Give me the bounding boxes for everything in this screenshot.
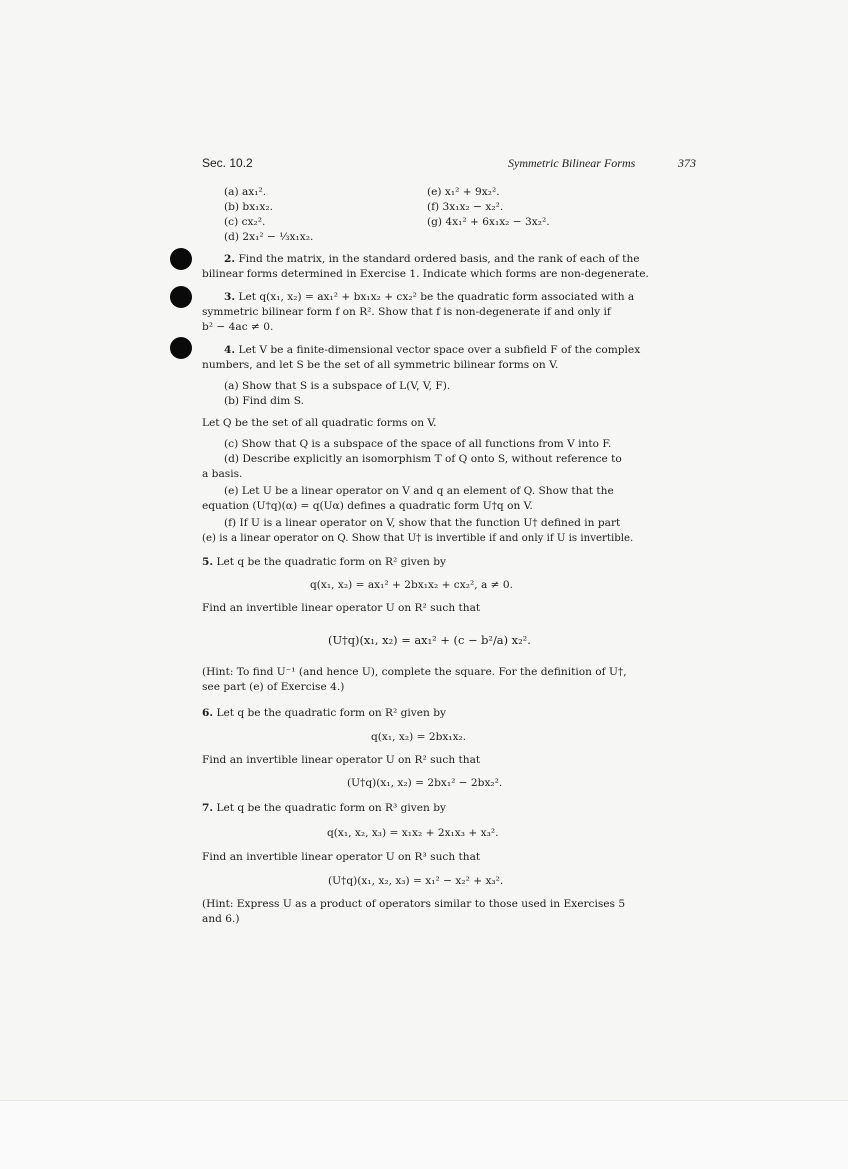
ex4-part-a: (a) Show that S is a subspace of L(V, V, F).: [224, 380, 451, 392]
ex7-text-1: Let q be the quadratic form on R³ given by: [216, 802, 446, 814]
ex2-line-1: [224, 252, 640, 267]
ex6-number: 6.: [202, 707, 214, 719]
ex7-line-1: [202, 801, 446, 816]
ex4-part-b: (b) Find dim S.: [224, 395, 304, 407]
ex2-line-2: bilinear forms determined in Exercise 1. Indicate which forms are non-degenerate.: [202, 268, 649, 280]
ex5-hint-2: see part (e) of Exercise 4.): [202, 681, 345, 693]
ex4-text-1: Let V be a finite-dimensional vector space over a subfield F of the complex: [238, 344, 641, 356]
ex6-line-1: [202, 706, 446, 721]
ex4-part-f-2: (e) is a linear operator on Q. Show that U† is invertible if and only if U is invertible.: [202, 533, 634, 544]
ex7-hint-1: (Hint: Express U as a product of operators similar to those used in Exercises 5: [202, 898, 626, 910]
ex1-part-a: (a) ax₁².: [224, 186, 267, 198]
ex4-q-definition: Let Q be the set of all quadratic forms on V.: [202, 417, 437, 429]
ex5-line-2: Find an invertible linear operator U on R² such that: [202, 602, 481, 614]
ex5-number: 5.: [202, 556, 214, 568]
ex4-number: 4.: [224, 344, 236, 356]
ex1-part-d: (d) 2x₁² − ⅓x₁x₂.: [224, 231, 314, 243]
ex3-number: 3.: [224, 291, 236, 303]
ex4-part-f-1: (f) If U is a linear operator on V, show that the function U† defined in part: [224, 517, 621, 529]
ex4-part-d-1: (d) Describe explicitly an isomorphism T of Q onto S, without reference to: [224, 453, 622, 465]
ex7-line-2: Find an invertible linear operator U on R³ such that: [202, 851, 481, 863]
ex7-equation-1: q(x₁, x₂, x₃) = x₁x₂ + 2x₁x₃ + x₃².: [327, 827, 499, 839]
punch-hole-3: [170, 337, 192, 359]
punch-hole-1: [170, 248, 192, 270]
ex2-number: 2.: [224, 253, 236, 265]
ex6-text-1: Let q be the quadratic form on R² given by: [216, 707, 446, 719]
ex1-part-e: (e) x₁² + 9x₂².: [427, 186, 500, 198]
ex5-equation-2: (U†q)(x₁, x₂) = ax₁² + (c − b²/a) x₂².: [328, 633, 531, 647]
ex5-equation-1: q(x₁, x₂) = ax₁² + 2bx₁x₂ + cx₂², a ≠ 0.: [310, 579, 513, 591]
ex1-part-g: (g) 4x₁² + 6x₁x₂ − 3x₂².: [427, 216, 550, 228]
ex6-equation-1: q(x₁, x₂) = 2bx₁x₂.: [371, 731, 467, 743]
ex5-text-1: Let q be the quadratic form on R² given by: [216, 556, 446, 568]
ex4-line-1: [224, 343, 640, 358]
ex5-line-1: [202, 555, 446, 570]
ex2-text-1: Find the matrix, in the standard ordered basis, and the rank of each of the: [238, 253, 640, 265]
ex3-text-1: Let q(x₁, x₂) = ax₁² + bx₁x₂ + cx₂² be the quadratic form associated with a: [238, 291, 635, 303]
ex3-line-2: symmetric bilinear form f on R². Show that f is non-degenerate if and only if: [202, 306, 611, 318]
ex6-line-2: Find an invertible linear operator U on R² such that: [202, 754, 481, 766]
ex4-part-d-2: a basis.: [202, 468, 243, 480]
scan-bottom-band: [0, 1100, 848, 1169]
ex6-equation-2: (U†q)(x₁, x₂) = 2bx₁² − 2bx₂².: [347, 777, 503, 789]
page-number: 373: [678, 156, 696, 170]
ex7-number: 7.: [202, 802, 214, 814]
ex3-line-3: b² − 4ac ≠ 0.: [202, 321, 274, 333]
ex1-part-b: (b) bx₁x₂.: [224, 201, 274, 213]
ex7-hint-2: and 6.): [202, 913, 240, 925]
section-label: Sec. 10.2: [202, 156, 253, 170]
ex4-part-e-1: (e) Let U be a linear operator on V and q an element of Q. Show that the: [224, 485, 614, 497]
punch-hole-2: [170, 286, 192, 308]
ex5-hint-1: (Hint: To find U⁻¹ (and hence U), complete the square. For the definition of U†,: [202, 666, 627, 678]
ex4-part-c: (c) Show that Q is a subspace of the space of all functions from V into F.: [224, 438, 612, 450]
ex7-equation-2: (U†q)(x₁, x₂, x₃) = x₁² − x₂² + x₃².: [328, 875, 504, 887]
ex4-part-e-2: equation (U†q)(α) = q(Uα) defines a quadratic form U†q on V.: [202, 500, 533, 512]
ex3-line-1: [224, 290, 634, 305]
ex1-part-f: (f) 3x₁x₂ − x₂².: [427, 201, 504, 213]
ex1-part-c: (c) cx₂².: [224, 216, 266, 228]
running-title: Symmetric Bilinear Forms: [508, 156, 636, 170]
ex4-line-2: numbers, and let S be the set of all symmetric bilinear forms on V.: [202, 359, 559, 371]
